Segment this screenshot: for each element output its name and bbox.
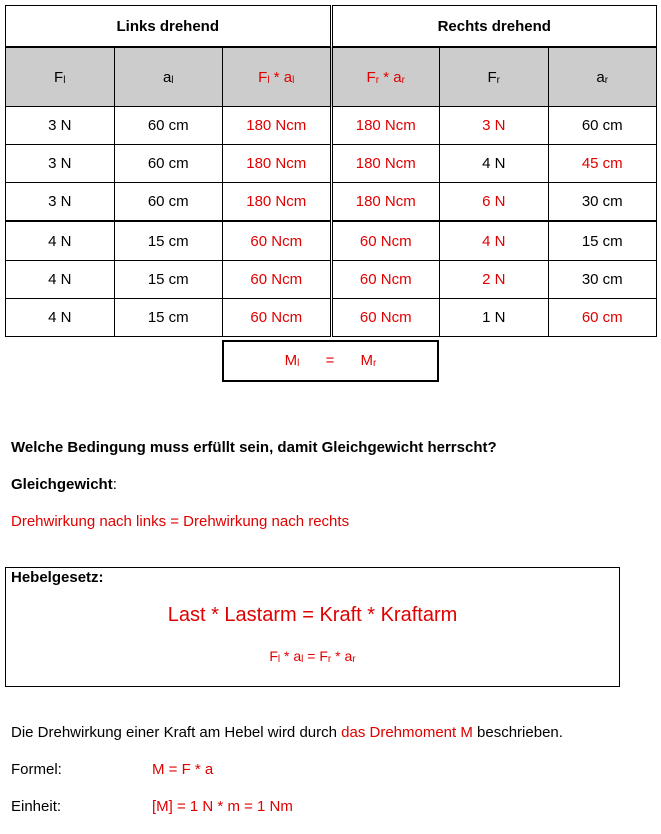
table-cell: 60 cm: [114, 107, 223, 145]
table-cell: 4 N: [440, 221, 549, 261]
table-cell: 30 cm: [548, 261, 657, 299]
table-cell: 180 Ncm: [223, 145, 332, 183]
header-fr: $F_r$: [440, 47, 549, 107]
table-cell: 60 Ncm: [223, 261, 332, 299]
table-cell: 6 N: [440, 183, 549, 222]
table-cell: 60 Ncm: [223, 221, 332, 261]
table-cell: 30 cm: [548, 183, 657, 222]
table-cell: 3 N: [6, 145, 115, 183]
group-left-header: Links drehend: [6, 6, 332, 48]
table-cell: 2 N: [440, 261, 549, 299]
header-fl: $F_l$: [6, 47, 115, 107]
table-cell: 15 cm: [114, 261, 223, 299]
table-cell: 180 Ncm: [223, 107, 332, 145]
table-cell: 60 cm: [114, 183, 223, 222]
header-fr-ar: $F_r * a_r$: [331, 47, 440, 107]
table-cell: 15 cm: [114, 299, 223, 337]
table-row: [6, 107, 657, 145]
header-fl-al: $F_l * a_l$: [223, 47, 332, 107]
table-cell: 60 Ncm: [223, 299, 332, 337]
table-cell: 4 N: [6, 221, 115, 261]
hebelgesetz-box: [5, 567, 620, 687]
table-cell: 45 cm: [548, 145, 657, 183]
question: Welche Bedingung muss erfüllt sein, damit Gleichgewicht herrscht?: [11, 439, 497, 456]
table-cell: 4 N: [6, 299, 115, 337]
einheit-label: Einheit:: [11, 798, 62, 815]
table-row: [6, 145, 657, 183]
formel-value: M = F * a: [152, 761, 214, 778]
table-row: [6, 183, 657, 222]
table-cell: 60 Ncm: [331, 221, 440, 261]
table-cell: 3 N: [6, 107, 115, 145]
table-cell: 60 cm: [114, 145, 223, 183]
table-cell: 180 Ncm: [223, 183, 332, 222]
table-cell: 180 Ncm: [331, 183, 440, 222]
table-cell: 180 Ncm: [331, 145, 440, 183]
torque-table: [5, 5, 657, 337]
hebelgesetz-law: Last * Lastarm = Kraft * Kraftarm: [167, 604, 458, 626]
table-cell: 15 cm: [548, 221, 657, 261]
table-cell: 3 N: [440, 107, 549, 145]
hebelgesetz-title: Hebelgesetz:: [11, 569, 104, 586]
gleichgewicht-heading: Gleichgewicht:: [11, 476, 117, 493]
table-cell: 3 N: [6, 183, 115, 222]
group-right-header: Rechts drehend: [331, 6, 657, 48]
table-cell: 60 cm: [548, 299, 657, 337]
hebelgesetz-formula: $F_l * a_l = F_r * a_r$: [269, 648, 356, 665]
table-row: [6, 221, 657, 261]
header-al: $a_l$: [114, 47, 223, 107]
formel-label: Formel:: [11, 761, 62, 778]
moment-equation-box: $M_l = M_r$: [222, 340, 439, 382]
table-cell: 60 cm: [548, 107, 657, 145]
header-ar: $a_r$: [548, 47, 657, 107]
table-row: [6, 261, 657, 299]
table-cell: 60 Ncm: [331, 299, 440, 337]
table-row: [6, 299, 657, 337]
table-cell: 4 N: [440, 145, 549, 183]
table-cell: 1 N: [440, 299, 549, 337]
table-cell: 15 cm: [114, 221, 223, 261]
einheit-value: [M] = 1 N * m = 1 Nm: [152, 798, 293, 815]
table-cell: 180 Ncm: [331, 107, 440, 145]
table-cell: 4 N: [6, 261, 115, 299]
table-cell: 60 Ncm: [331, 261, 440, 299]
gleichgewicht-answer: Drehwirkung nach links = Drehwirkung nach rechts: [11, 513, 350, 530]
description: Die Drehwirkung einer Kraft am Hebel wird durch das Drehmoment M beschrieben.: [11, 724, 563, 741]
